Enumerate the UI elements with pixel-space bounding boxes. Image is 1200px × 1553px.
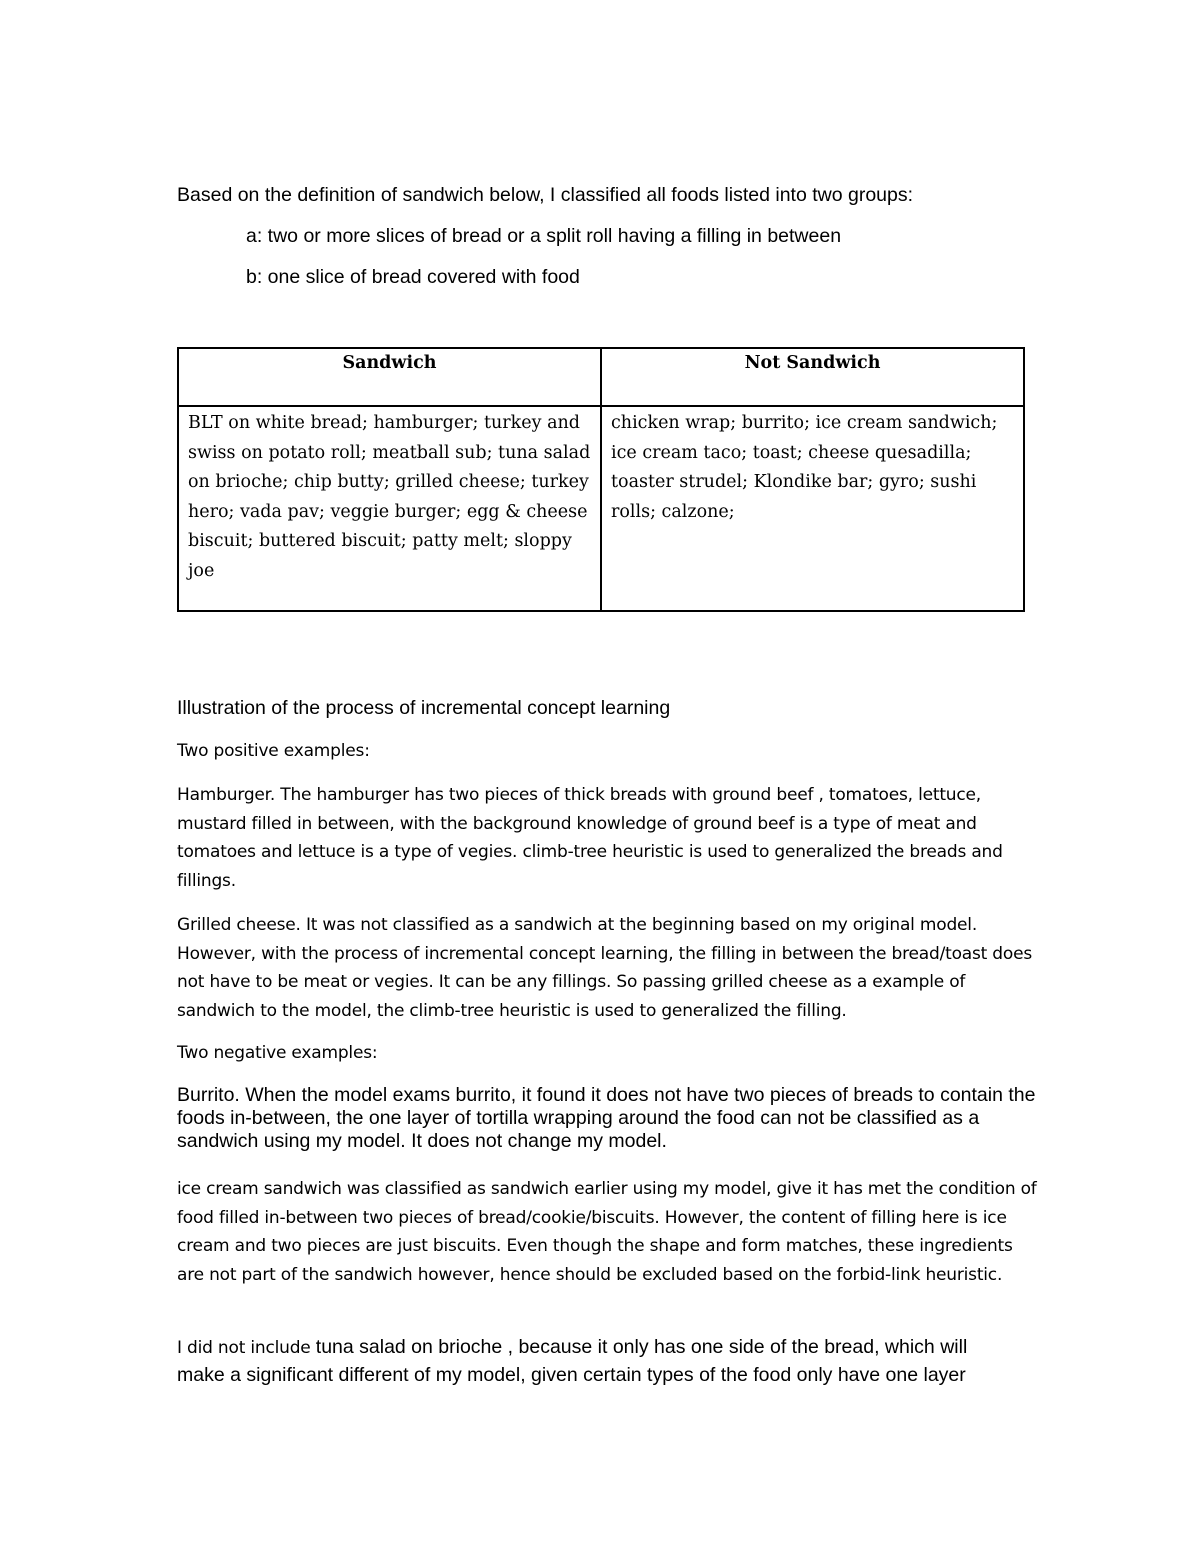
cell-sandwich-list: BLT on white bread; hamburger; turkey and swiss on potato roll; meatball sub; tuna salad on brioche; chip butty; grilled cheese; turkey hero; vada pav; veggie burger; egg & cheese biscuit; buttered biscuit; patty melt; sloppy joe: [178, 406, 601, 611]
table-row: [178, 406, 1024, 611]
classification-table: [177, 347, 1025, 612]
illustration-heading: Illustration of the process of incremental concept learning: [177, 697, 671, 719]
negative-examples-heading: Two negative examples:: [177, 1043, 378, 1063]
grilled-cheese-paragraph: Grilled cheese. It was not classified as a sandwich at the beginning based on my original model. However, with the process of incremental concept learning, the filling in between the bread/toast does not have to be meat or vegies. It can be any fillings. So passing grilled cheese as a example of sandwich to the model, the climb-tree heuristic is used to generalized the filling.: [177, 915, 1033, 1021]
definition-a: a: two or more slices of bread or a split roll having a filling in between: [246, 225, 842, 247]
definition-b: b: one slice of bread covered with food: [246, 266, 580, 288]
positive-examples-heading: Two positive examples:: [177, 741, 370, 761]
tuna-paragraph-line1: tuna salad on brioche , because it only has one side of the bread, which will: [315, 1336, 968, 1358]
tuna-paragraph-line2: make a significant different of my model, given certain types of the food only have one layer: [177, 1364, 966, 1386]
header-sandwich: Sandwich: [178, 348, 601, 406]
ice-cream-sandwich-paragraph: ice cream sandwich was classified as sandwich earlier using my model, give it has met the condition of food filled in-between two pieces of bread/cookie/biscuits. However, the content of filling here is ice cream and two pieces are just biscuits. Even though the shape and form matches, these ingredients are not part of the sandwich however, hence should be excluded based on the forbid-link heuristic.: [177, 1179, 1037, 1285]
hamburger-paragraph: Hamburger. The hamburger has two pieces of thick breads with ground beef , tomatoes, lettuce, mustard filled in between, with the background knowledge of ground beef is a type of meat and tomatoes and lettuce is a type of vegies. climb-tree heuristic is used to generalized the breads and fillings.: [177, 785, 1003, 891]
cell-not-sandwich-list: chicken wrap; burrito; ice cream sandwich; ice cream taco; toast; cheese quesadilla; toaster strudel; Klondike bar; gyro; sushi rolls; calzone;: [601, 406, 1024, 611]
burrito-paragraph: Burrito. When the model exams burrito, it found it does not have two pieces of breads to contain the foods in-between, the one layer of tortilla wrapping around the food can not be classified as a sandwich using my model. It does not change my model.: [177, 1084, 1036, 1152]
tuna-paragraph: [177, 1334, 1057, 1388]
intro-sentence: Based on the definition of sandwich below, I classified all foods listed into two groups:: [177, 184, 914, 206]
tuna-paragraph-prefix: I did not include: [177, 1338, 316, 1358]
header-not-sandwich: Not Sandwich: [601, 348, 1024, 406]
table-header-row: [178, 348, 1024, 406]
